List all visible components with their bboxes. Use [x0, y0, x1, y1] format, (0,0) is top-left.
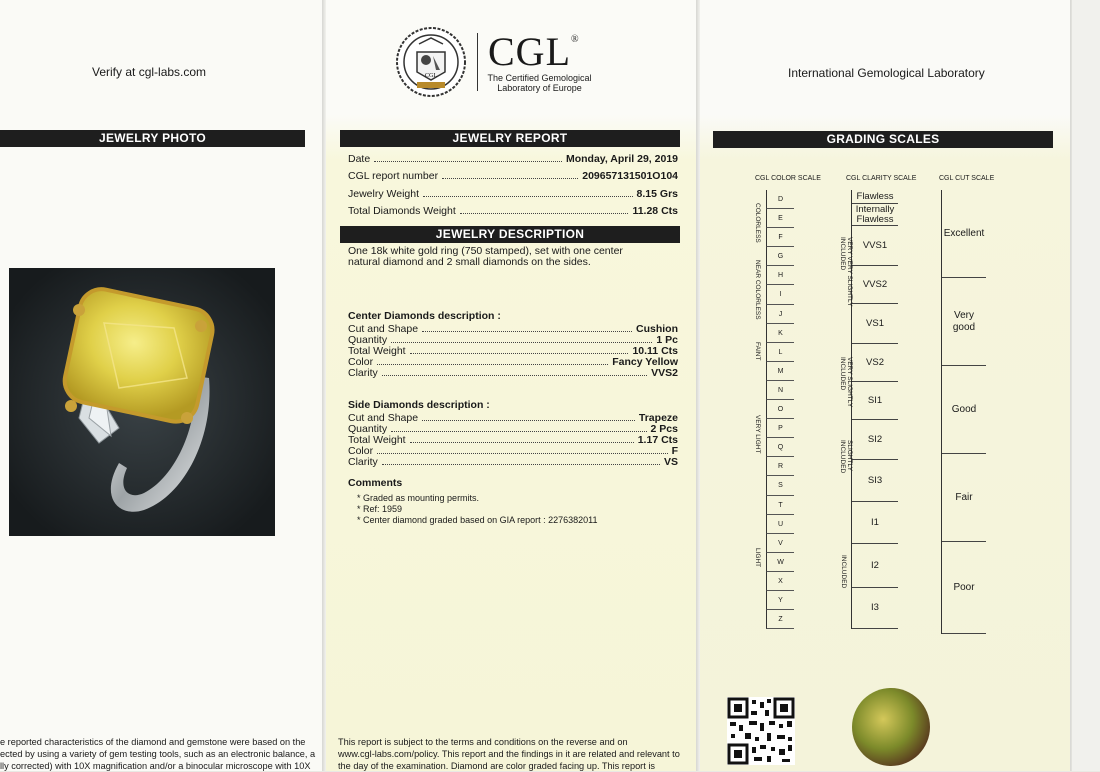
section-title: JEWELRY PHOTO	[98, 131, 207, 145]
row-label: Cut and Shape	[348, 412, 419, 424]
clarity-grade: Internally Flawless	[852, 204, 898, 226]
cut-scale-heading: CGL CUT SCALE	[939, 175, 995, 182]
row-label: Date	[348, 153, 371, 165]
clarity-grade: VS1	[852, 304, 898, 344]
clarity-grade: SI2	[852, 420, 898, 460]
seal-text: CGL	[425, 73, 437, 79]
color-grade: H	[766, 266, 794, 285]
comment-line: * Center diamond graded based on GIA report : 2276382011	[357, 515, 598, 525]
disclaimer-line: e reported characteristics of the diamond and gemstone were based on the	[0, 737, 306, 747]
side-row	[348, 455, 678, 467]
row-label: Jewelry Weight	[348, 188, 419, 200]
verify-text: Verify at cgl-labs.com	[92, 65, 207, 79]
clarity-group-label: SLIGHTLY INCLUDED	[839, 440, 853, 474]
description-text	[348, 246, 623, 268]
section-bar-jewelry-photo	[0, 130, 305, 147]
color-grade: U	[766, 515, 794, 534]
color-scale-heading: CGL COLOR SCALE	[755, 175, 821, 182]
color-grade: K	[766, 324, 794, 343]
row-label: Color	[348, 445, 374, 457]
middle-panel	[326, 0, 696, 771]
row-label: Total Diamonds Weight	[348, 205, 456, 217]
subtitle-line: The Certified Gemological	[487, 73, 592, 83]
comments-heading: Comments	[348, 477, 403, 489]
clarity-grade: VVS1	[852, 226, 898, 266]
row-value: 1.17 Cts	[637, 434, 678, 446]
logo-divider	[477, 33, 478, 91]
disclaimer-line: ected by using a variety of gem testing tools, such as an electronic balance, a	[0, 749, 316, 759]
clarity-group-label: INCLUDED	[840, 555, 847, 589]
wordmark-text: CGL	[488, 29, 571, 74]
clarity-grade: SI1	[852, 382, 898, 420]
color-group-label: COLORLESS	[754, 203, 761, 243]
clarity-grade: VS2	[852, 344, 898, 382]
description-line: natural diamond and 2 small diamonds on the sides.	[348, 256, 591, 268]
color-grade: G	[766, 247, 794, 266]
description-line: One 18k white gold ring (750 stamped), set with one center	[348, 245, 623, 257]
color-grade: T	[766, 496, 794, 515]
terms-line: the day of the examination. Diamond are color graded facing up. This report is	[338, 761, 655, 771]
color-grade: Z	[766, 610, 794, 629]
color-grade: P	[766, 419, 794, 438]
jewelry-photo	[9, 268, 275, 536]
color-group-label: FAINT	[754, 342, 761, 361]
row-label: Quantity	[348, 423, 388, 435]
report-row-total-diamonds	[348, 204, 678, 218]
qr-code-icon[interactable]	[727, 697, 795, 765]
row-value: 209657131501O104	[582, 170, 678, 182]
row-label: Clarity	[348, 456, 378, 468]
comments-list	[357, 493, 598, 526]
color-grade: W	[766, 553, 794, 572]
terms-line: www.cgl-labs.com/policy. This report and the findings in it are related and relevant to	[338, 749, 680, 759]
cut-grade: Fair	[942, 454, 986, 542]
color-grade: D	[766, 190, 794, 209]
row-label: Color	[348, 356, 374, 368]
subtitle-line: Laboratory of Europe	[497, 83, 582, 93]
cgl-seal-logo	[395, 26, 467, 98]
color-grade: Q	[766, 438, 794, 457]
color-grade: N	[766, 381, 794, 400]
comment-line: * Graded as mounting permits.	[357, 493, 480, 503]
row-value: F	[671, 445, 678, 457]
cut-grade: Poor	[942, 542, 986, 634]
ring-illustration	[9, 268, 275, 536]
color-group-label: LIGHT	[754, 548, 761, 568]
section-bar-grading-scales	[713, 131, 1053, 148]
color-grade: L	[766, 343, 794, 362]
clarity-grade: I2	[852, 544, 898, 588]
clarity-grade: Flawless	[852, 190, 898, 204]
color-grade: V	[766, 534, 794, 553]
center-row	[348, 366, 678, 378]
clarity-grade: I1	[852, 502, 898, 544]
row-value: 2 Pcs	[650, 423, 678, 435]
side-diamonds-heading: Side Diamonds description :	[348, 399, 490, 411]
row-value: Fancy Yellow	[612, 356, 678, 368]
clarity-group-label: VERY SLIGHTLY INCLUDED	[839, 357, 853, 408]
row-label: Clarity	[348, 367, 378, 379]
color-grade: X	[766, 572, 794, 591]
color-group-label: NEAR COLORLESS	[754, 260, 761, 320]
left-panel	[0, 0, 322, 771]
color-grade: I	[766, 285, 794, 304]
cut-grade: Excellent	[942, 190, 986, 278]
clarity-grade: I3	[852, 588, 898, 629]
hologram-seal-icon	[852, 688, 930, 766]
row-value: Trapeze	[638, 412, 678, 424]
clarity-group-label: VERY VERY SLIGHTLY INCLUDED	[839, 237, 853, 307]
row-label: Cut and Shape	[348, 323, 419, 335]
color-grade: Y	[766, 591, 794, 610]
color-grade: M	[766, 362, 794, 381]
color-grade: S	[766, 476, 794, 495]
row-value: Monday, April 29, 2019	[565, 153, 678, 165]
clarity-scale-column	[851, 190, 898, 629]
color-grade: R	[766, 457, 794, 476]
row-value: 1 Pc	[656, 334, 678, 346]
clarity-grade: SI3	[852, 460, 898, 502]
clarity-scale-heading: CGL CLARITY SCALE	[846, 175, 917, 182]
row-label: Total Weight	[348, 345, 406, 357]
report-row-date	[348, 152, 678, 166]
cut-grade: Very good	[942, 278, 986, 366]
row-value: Cushion	[636, 323, 678, 335]
color-grade: E	[766, 209, 794, 228]
row-label: Total Weight	[348, 434, 406, 446]
row-value: VS	[663, 456, 678, 468]
terms-line: This report is subject to the terms and conditions on the reverse and on	[338, 737, 628, 747]
row-value: 11.28 Cts	[632, 205, 678, 217]
logo-subtitle	[487, 73, 592, 93]
cut-grade: Good	[942, 366, 986, 454]
row-label: CGL report number	[348, 170, 439, 182]
color-scale-column	[766, 190, 794, 629]
report-row-number	[348, 169, 678, 183]
row-value: 10.11 Cts	[632, 345, 678, 357]
section-title: JEWELRY REPORT	[452, 131, 568, 145]
registered-mark: ®	[571, 34, 580, 45]
row-value: VVS2	[651, 367, 678, 379]
row-value: 8.15 Grs	[636, 188, 678, 200]
color-grade: J	[766, 305, 794, 324]
disclaimer-line: lly corrected) with 10X magnification and/or a binocular microscope with 10X	[0, 761, 311, 771]
row-label: Quantity	[348, 334, 388, 346]
section-title: GRADING SCALES	[826, 132, 940, 146]
disclaimer-text	[0, 736, 320, 771]
color-group-label: VERY LIGHT	[754, 415, 761, 454]
report-row-jewelry-weight	[348, 187, 678, 201]
section-bar-jewelry-report	[340, 130, 680, 147]
center-diamonds-heading: Center Diamonds description :	[348, 310, 501, 322]
cgl-wordmark	[488, 28, 580, 75]
comment-line: * Ref: 1959	[357, 504, 403, 514]
section-bar-jewelry-description	[340, 226, 680, 243]
cut-scale-column	[941, 190, 986, 634]
lab-name: International Gemological Laboratory	[788, 66, 985, 80]
color-grade: F	[766, 228, 794, 247]
terms-text	[338, 736, 683, 772]
section-title: JEWELRY DESCRIPTION	[435, 227, 585, 241]
right-edge-panel	[1072, 0, 1100, 771]
color-grade: O	[766, 400, 794, 419]
clarity-grade: VVS2	[852, 266, 898, 304]
